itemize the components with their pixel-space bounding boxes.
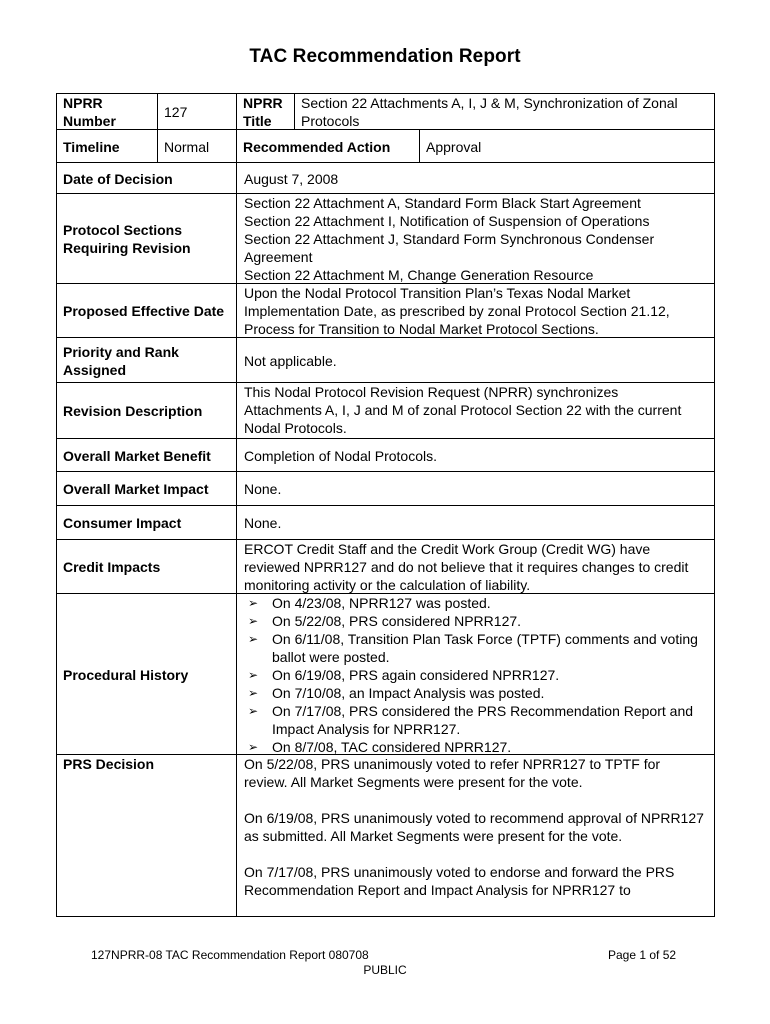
history-item: ➢ On 7/10/08, an Impact Analysis was posted. [248, 685, 545, 701]
prs-decision-paragraph: On 5/22/08, PRS unanimously voted to refer NPRR127 to TPTF for review. All Market Segments were present for the vote. [244, 756, 661, 790]
credit-impacts-value: ERCOT Credit Staff and the Credit Work Group (Credit WG) have reviewed NPRR127 and do not believe that it requires changes to credit monitoring activity or the calculation of liability. [244, 541, 689, 593]
arrow-bullet-icon: ➢ [248, 614, 259, 628]
credit-impacts-label: Credit Impacts [63, 559, 161, 575]
protocol-section-line: Section 22 Attachment I, Notification of Suspension of Operations [244, 213, 650, 229]
footer-classification: PUBLIC [363, 963, 407, 977]
history-item: ➢ On 6/19/08, PRS again considered NPRR127. [248, 667, 560, 683]
nprr-title-label: NPRR Title [243, 94, 283, 129]
protocol-section-line: Section 22 Attachment J, Standard Form Synchronous Condenser Agreement [244, 231, 655, 265]
revision-description-value: This Nodal Protocol Revision Request (NPRR) synchronizes Attachments A, I, J and M of zonal Protocol Section 22 with the current Nodal Protocols. [244, 384, 682, 436]
arrow-bullet-icon: ➢ [248, 740, 259, 754]
overall-market-benefit-value: Completion of Nodal Protocols. [244, 447, 437, 464]
arrow-bullet-icon: ➢ [248, 704, 259, 718]
arrow-bullet-icon: ➢ [248, 632, 259, 646]
prs-decision-value [244, 755, 706, 916]
arrow-bullet-icon: ➢ [248, 596, 259, 610]
arrow-bullet-icon: ➢ [248, 686, 259, 700]
procedural-history-label: Procedural History [63, 666, 189, 683]
prs-decision-paragraph: On 7/17/08, PRS unanimously voted to endorse and forward the PRS Recommendation Report and Impact Analysis for NPRR127 to [244, 864, 675, 898]
prs-decision-label: PRS Decision [63, 756, 155, 772]
recommended-action-value: Approval [426, 138, 482, 155]
overall-market-impact-label: Overall Market Impact [63, 481, 209, 497]
prs-decision-paragraph: On 6/19/08, PRS unanimously voted to recommend approval of NPRR127 as submitted. All Market Segments were present for the vote. [244, 810, 704, 844]
procedural-history-list [244, 594, 710, 755]
revision-description-label: Revision Description [63, 403, 203, 419]
consumer-impact-value: None. [244, 515, 282, 531]
protocol-sections-value [244, 194, 709, 284]
nprr-title-value: Section 22 Attachments A, I, J & M, Synchronization of Zonal Protocols [301, 94, 678, 129]
document-title: TAC Recommendation Report [249, 46, 521, 67]
date-of-decision-value: August 7, 2008 [244, 170, 339, 187]
overall-market-impact-value: None. [244, 481, 282, 497]
nprr-number-label: NPRR Number [63, 94, 116, 129]
proposed-effective-date-label: Proposed Effective Date [63, 303, 225, 319]
history-item: ➢ On 6/11/08, Transition Plan Task Force (TPTF) comments and voting ballot were posted. [248, 631, 698, 665]
date-of-decision-label: Date of Decision [63, 170, 173, 187]
recommended-action-label: Recommended Action [243, 138, 391, 155]
history-item: ➢ On 4/23/08, NPRR127 was posted. [248, 595, 491, 611]
history-item: ➢ On 5/22/08, PRS considered NPRR127. [248, 613, 522, 629]
protocol-section-line: Section 22 Attachment M, Change Generation Resource [244, 267, 594, 283]
overall-market-benefit-label: Overall Market Benefit [63, 447, 211, 464]
history-item: ➢ On 8/7/08, TAC considered NPRR127. [248, 739, 512, 755]
footer-document-id: 127NPRR-08 TAC Recommendation Report 080708 [91, 948, 369, 962]
priority-rank-value: Not applicable. [244, 352, 337, 369]
protocol-section-line: Section 22 Attachment A, Standard Form Black Start Agreement [244, 195, 641, 211]
timeline-value: Normal [164, 138, 210, 155]
history-item: ➢ On 7/17/08, PRS considered the PRS Recommendation Report and Impact Analysis for NPRR127. [248, 703, 694, 737]
proposed-effective-date-value: Upon the Nodal Protocol Transition Plan’s Texas Nodal Market Implementation Date, as prescribed by zonal Protocol Section 21.12, Process for Transition to Nodal Market Protocol Sections. [244, 285, 670, 337]
arrow-bullet-icon: ➢ [248, 668, 259, 682]
priority-rank-label: Priority and Rank Assigned [63, 343, 179, 378]
timeline-label: Timeline [63, 138, 120, 155]
consumer-impact-label: Consumer Impact [63, 515, 182, 531]
protocol-sections-label: Protocol Sections Requiring Revision [63, 222, 191, 256]
footer-page-number: Page 1 of 52 [608, 948, 677, 962]
nprr-number-value: 127 [164, 103, 188, 120]
